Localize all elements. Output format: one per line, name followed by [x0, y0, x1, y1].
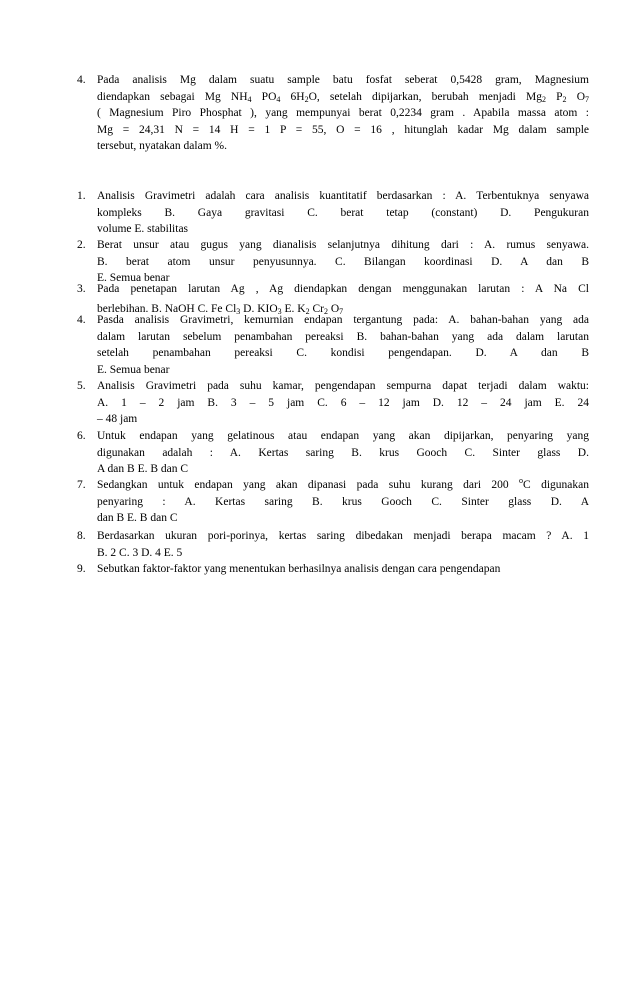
question-line: berlebihan. B. NaOH C. Fe $Cl_3$ D. $KIO_3$ E. $K_2$ $Cr_2$ $O_7$ — [97, 302, 344, 316]
question-line: Analisis Gravimetri adalah cara analisis kuantitatif berdasarkan : A. Terbentuknya senyawa — [97, 190, 589, 202]
question-line: Pasda analisis Gravimetri, kemurnian endapan tergantung pada: A. bahan-bahan yang ada — [97, 314, 589, 326]
question-7 — [77, 477, 589, 527]
question-line: Berat unsur atau gugus yang dianalisis selanjutnya dihitung dari : A. rumus senyawa. — [97, 239, 589, 251]
question-line: B. 2 C. 3 D. 4 E. 5 — [97, 546, 183, 559]
question-text — [97, 378, 589, 428]
question-9 — [77, 561, 589, 578]
question-number: 3. — [77, 283, 86, 295]
question-number: 7. — [77, 479, 86, 491]
question-text — [97, 237, 589, 287]
question-line: Mg = 24,31 N = 14 H = 1 P = 55, O = 16 , hitunglah kadar Mg dalam sample — [97, 123, 589, 136]
question-8 — [77, 528, 589, 561]
question-line: Berdasarkan ukuran pori-porinya, kertas saring dibedakan menjadi berapa macam ? A. 1 — [97, 530, 589, 542]
question-line: E. Semua benar — [97, 363, 170, 376]
question-6 — [77, 428, 589, 478]
question-text — [97, 72, 589, 155]
question-number: 5. — [77, 380, 86, 392]
question-number: 4. — [77, 74, 86, 86]
question-line: setelah penambahan pereaksi C. kondisi pengendapan. D. A dan B — [97, 347, 589, 359]
question-text — [97, 561, 589, 578]
question-1 — [77, 188, 589, 238]
question-number: 4. — [77, 314, 86, 326]
question-4 — [77, 312, 589, 378]
question-line: A dan B E. B dan C — [97, 463, 189, 475]
question-line: – 48 jam — [97, 413, 138, 425]
question-line: diendapkan sebagai Mg $NH_4$ $PO_4$ $6H_2O$, setelah dipijarkan, berubah menjadi $Mg_2$ $P_2$ $O_7$ — [97, 90, 589, 104]
question-line: digunakan adalah : A. Kertas saring B. krus Gooch C. Sinter glass D. — [97, 446, 589, 459]
question-text — [97, 312, 589, 378]
question-text — [97, 528, 589, 561]
question-line: penyaring : A. Kertas saring B. krus Gooch C. Sinter glass D. A — [97, 495, 589, 508]
question-line: Sebutkan faktor-faktor yang menentukan berhasilnya analisis dengan cara pengendapan — [97, 563, 501, 575]
question-text — [97, 188, 589, 238]
question-line: B. berat atom unsur penyusunnya. C. Bilangan koordinasi D. A dan B — [97, 255, 589, 268]
top-question-4 — [77, 72, 589, 155]
question-2 — [77, 237, 589, 287]
question-text — [97, 477, 589, 527]
question-line: dalam larutan sebelum penambahan pereaksi B. bahan-bahan yang ada dalam larutan — [97, 330, 589, 343]
question-line: volume E. stabilitas — [97, 223, 189, 235]
question-number: 1. — [77, 190, 86, 202]
question-number: 6. — [77, 430, 86, 442]
question-line: kompleks B. Gaya gravitasi C. berat tetap (constant) D. Pengukuran — [97, 206, 589, 219]
question-line: tersebut, nyatakan dalam %. — [97, 140, 227, 152]
question-text — [97, 428, 589, 478]
question-line: Sedangkan untuk endapan yang akan dipanasi pada suhu kurang dari 200 $^o$C digunakan — [97, 476, 590, 491]
question-line: Pada analisis Mg dalam suatu sample batu fosfat seberat 0,5428 gram, Magnesium — [97, 74, 589, 86]
question-line: Pada penetapan larutan Ag , Ag diendapkan dengan menggunakan larutan : A Na Cl — [97, 283, 589, 295]
question-line: Untuk endapan yang gelatinous atau endapan yang akan dipijarkan, penyaring yang — [97, 430, 589, 442]
question-5 — [77, 378, 589, 428]
question-line: A. 1 – 2 jam B. 3 – 5 jam C. 6 – 12 jam D. 12 – 24 jam E. 24 — [97, 396, 589, 409]
question-line: Analisis Gravimetri pada suhu kamar, pengendapan sempurna dapat terjadi dalam waktu: — [97, 380, 589, 392]
question-number: 9. — [77, 563, 86, 575]
question-line: dan B E. B dan C — [97, 512, 178, 524]
question-line: ( Magnesium Piro Phosphat ), yang mempunyai berat 0,2234 gram . Apabila massa atom : — [97, 107, 589, 119]
question-number: 8. — [77, 530, 86, 542]
question-line: E. Semua benar — [97, 272, 170, 284]
question-number: 2. — [77, 239, 86, 251]
